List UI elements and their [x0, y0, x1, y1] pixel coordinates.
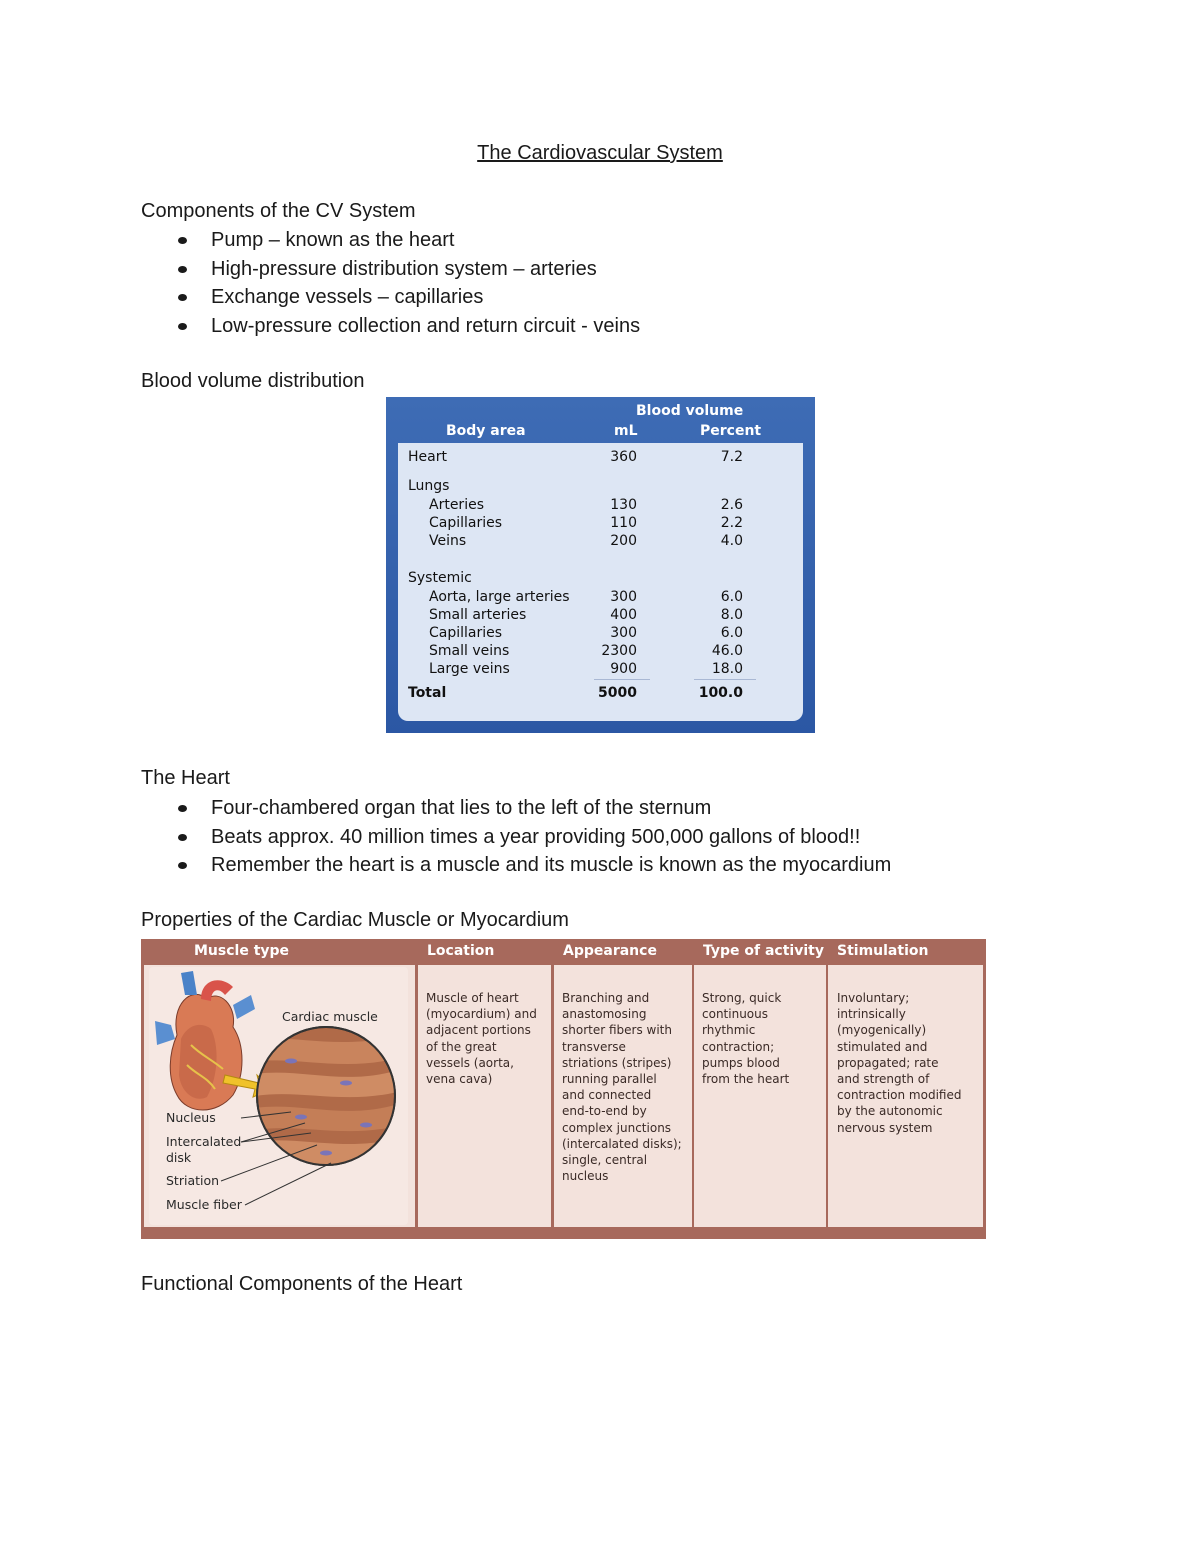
list-item: Exchange vessels – capillaries: [178, 284, 640, 313]
list-item: Pump – known as the heart: [178, 227, 640, 256]
table-row: Large veins 900 18.0: [429, 661, 743, 677]
table-row: Heart 360 7.2: [408, 449, 743, 465]
cardiac-muscle-heading: Properties of the Cardiac Muscle or Myocardium: [141, 909, 569, 931]
table-row: Veins 200 4.0: [429, 533, 743, 549]
table-row: Arteries 130 2.6: [429, 497, 743, 513]
table-body: [398, 443, 803, 721]
table-row: Capillaries 110 2.2: [429, 515, 743, 531]
figure-label-muscle-fiber: Muscle fiber: [166, 1197, 242, 1212]
heart-heading: The Heart: [141, 767, 230, 789]
blood-volume-heading: Blood volume distribution: [141, 370, 365, 392]
bullet-icon: [178, 266, 187, 273]
table-header: [386, 397, 815, 443]
stimulation-text: Involuntary; intrinsically (myogenically) stimulated and propagated; rate and strength of contraction modified by the autonomic nervous system: [837, 991, 962, 1135]
blood-volume-table: [386, 397, 815, 733]
divider: [694, 679, 756, 680]
figure-label-disk: disk: [166, 1150, 192, 1165]
activity-text: Strong, quick continuous rhythmic contraction; pumps blood from the heart: [702, 991, 790, 1087]
divider: [594, 679, 650, 680]
bullet-icon: [178, 834, 187, 841]
list-item: Beats approx. 40 million times a year providing 500,000 gallons of blood!!: [178, 824, 891, 853]
bullet-icon: [178, 323, 187, 330]
bullet-icon: [178, 237, 187, 244]
group-header: Blood volume: [636, 403, 744, 419]
table-row: Small veins 2300 46.0: [429, 643, 743, 659]
location-text: Muscle of heart (myocardium) and adjacent portions of the great vessels (aorta, vena cava): [426, 991, 537, 1087]
table-row: Capillaries 300 6.0: [429, 625, 743, 641]
page-title: The Cardiovascular System: [477, 142, 723, 164]
list-item: Four-chambered organ that lies to the left of the sternum: [178, 795, 891, 824]
figure-title: Cardiac muscle: [282, 1009, 378, 1024]
list-item: Remember the heart is a muscle and its muscle is known as the myocardium: [178, 852, 891, 881]
table-row-total: Total 5000 100.0: [408, 685, 743, 701]
col-header-appearance: Appearance: [563, 943, 657, 959]
bullet-icon: [178, 805, 187, 812]
table-row: Lungs: [408, 478, 450, 494]
heart-list: [178, 795, 891, 881]
table-bottom-border: [141, 1227, 986, 1239]
col-header-stimulation: Stimulation: [837, 943, 929, 959]
col-header-muscle-type: Muscle type: [194, 943, 290, 959]
col-header-area: Body area: [446, 423, 526, 439]
table-row: Systemic: [408, 570, 472, 586]
table-row: Small arteries 400 8.0: [429, 607, 743, 623]
appearance-text: Branching and anastomosing shorter fibers with transverse striations (stripes) running parallel and connected end-to-end by complex junctions (intercalated disks); single, central nucleus: [562, 991, 682, 1184]
components-heading: Components of the CV System: [141, 200, 416, 222]
bullet-icon: [178, 862, 187, 869]
cardiac-muscle-table: [141, 939, 986, 1239]
functional-heading: Functional Components of the Heart: [141, 1273, 463, 1295]
list-item: High-pressure distribution system – arteries: [178, 256, 640, 285]
col-header-location: Location: [427, 943, 495, 959]
bullet-icon: [178, 294, 187, 301]
table-row: Aorta, large arteries 300 6.0: [429, 589, 743, 605]
figure-label-striation: Striation: [166, 1173, 220, 1188]
col-header-percent: Percent: [700, 423, 762, 439]
figure-label-intercalated: Intercalated: [166, 1134, 242, 1149]
col-header-activity: Type of activity: [703, 943, 824, 959]
col-header-ml: mL: [614, 423, 638, 439]
list-item: Low-pressure collection and return circuit - veins: [178, 313, 640, 342]
components-list: [178, 227, 640, 341]
figure-label-nucleus: Nucleus: [166, 1110, 216, 1125]
